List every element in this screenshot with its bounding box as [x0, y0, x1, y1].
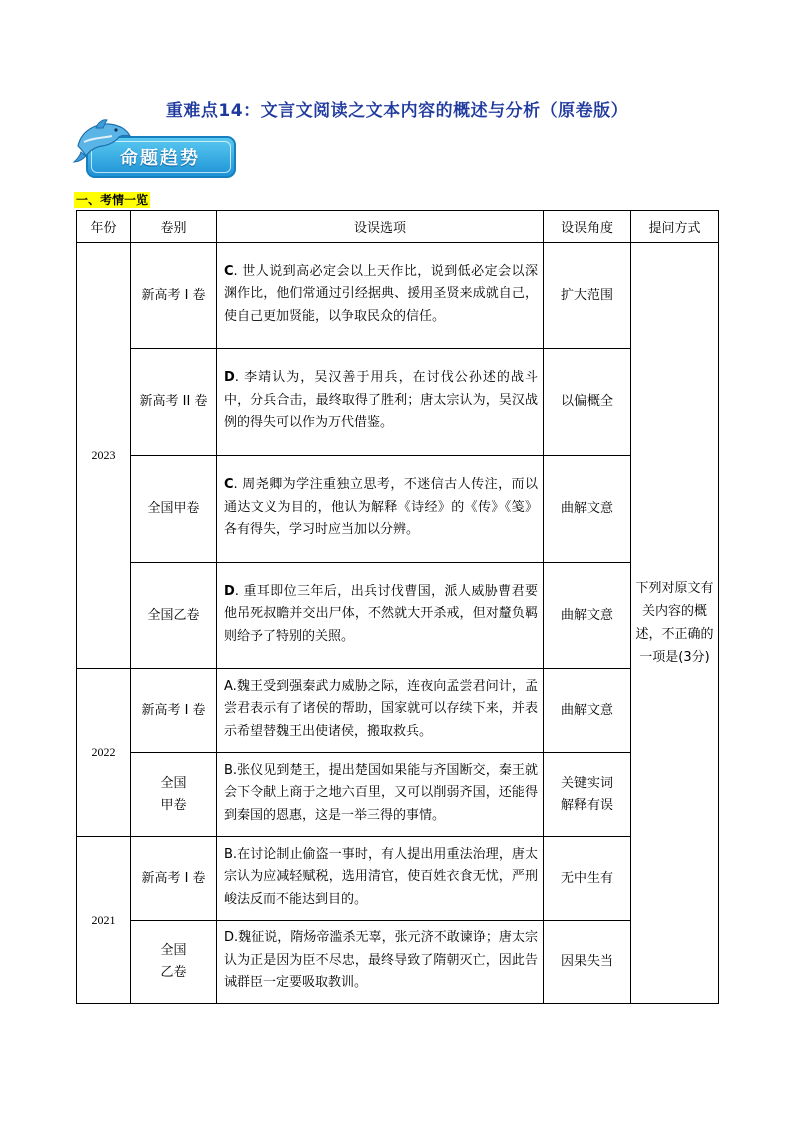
option-text: . 重耳即位三年后，出兵讨伐曹国，派人威胁曹君要他吊死叔瞻并交出尸体，不然就大开杀戒，但对釐负羁则给予了特别的关照。 [224, 583, 538, 644]
option-text: . 李靖认为，吴汉善于用兵，在讨伐公孙述的战斗中，分兵合击，最终取得了胜利；唐太宗认为，吴汉战例的得失可以作为万代借鉴。 [224, 370, 538, 431]
exam-trend-table [76, 210, 719, 1004]
section-banner [76, 116, 242, 188]
paper-cell: 新高考 I 卷 [131, 669, 217, 753]
option-cell [217, 563, 544, 669]
option-cell [217, 921, 544, 1004]
table-row [77, 669, 719, 753]
error-angle-cell: 无中生有 [544, 837, 631, 921]
option-cell [217, 243, 544, 349]
error-angle-cell: 扩大范围 [544, 243, 631, 349]
option-cell [217, 837, 544, 921]
option-text: . 周尧卿为学注重独立思考，不迷信古人传注，而以通达文义为目的，他认为解释《诗经》的《传》《笺》各有得失，学习时应当加以分辨。 [224, 477, 538, 538]
header-paper: 卷别 [131, 211, 217, 243]
error-angle-cell: 曲解文意 [544, 563, 631, 669]
table-row [77, 563, 719, 669]
paper-cell: 新高考 II 卷 [131, 349, 217, 456]
header-year: 年份 [77, 211, 131, 243]
header-angle: 设误角度 [544, 211, 631, 243]
option-text: D.魏征说，隋炀帝滥杀无辜，张元济不敢谏诤；唐太宗认为正是因为臣不尽忠，最终导致了隋朝灭亡，因此告诫群臣一定要吸取教训。 [224, 930, 538, 991]
year-cell: 2021 [77, 837, 131, 1004]
section-heading: 一、考情一览 [76, 193, 149, 207]
option-letter: C [224, 477, 234, 493]
error-angle-cell: 因果失当 [544, 921, 631, 1004]
error-angle-cell: 关键实词 解释有误 [544, 753, 631, 837]
paper-cell: 新高考 I 卷 [131, 837, 217, 921]
paper-cell: 全国 甲卷 [131, 753, 217, 837]
option-cell [217, 669, 544, 753]
paper-cell: 全国 乙卷 [131, 921, 217, 1004]
year-cell: 2023 [77, 243, 131, 669]
error-angle-cell: 曲解文意 [544, 456, 631, 563]
option-text: . 世人说到高必定会以上天作比，说到低必定会以深渊作比，他们常通过引经据典、援用圣贤来成就自己，使自己更加贤能，以争取民众的信任。 [224, 263, 538, 324]
option-cell [217, 753, 544, 837]
table-row [77, 349, 719, 456]
header-option: 设误选项 [217, 211, 544, 243]
option-letter: D [224, 370, 235, 386]
paper-cell: 全国乙卷 [131, 563, 217, 669]
table-row [77, 243, 719, 349]
option-letter: C [224, 263, 234, 279]
document-title: 重难点14：文言文阅读之文本内容的概述与分析（原卷版） [165, 101, 629, 121]
table-header-row [77, 211, 719, 243]
error-angle-cell: 曲解文意 [544, 669, 631, 753]
table-row [77, 456, 719, 563]
year-cell: 2022 [77, 669, 131, 837]
table-row [77, 921, 719, 1004]
paper-cell: 新高考 I 卷 [131, 243, 217, 349]
question-format-cell: 下列对原文有关内容的概述，不正确的一项是(3分) [631, 243, 719, 1004]
option-letter: D [224, 583, 235, 599]
paper-cell: 全国甲卷 [131, 456, 217, 563]
table-row [77, 837, 719, 921]
option-text: B.在讨论制止偷盗一事时，有人提出用重法治理，唐太宗认为应减轻赋税，选用清官，使百姓衣食无忧，严刑峻法反而不能达到目的。 [224, 846, 538, 907]
option-cell [217, 349, 544, 456]
banner-label: 命题趋势 [120, 148, 200, 169]
option-text: B.张仪见到楚王，提出楚国如果能与齐国断交，秦王就会下令献上商于之地六百里，又可以削弱齐国，还能得到秦国的恩惠，这是一举三得的事情。 [224, 762, 538, 823]
option-text: A.魏王受到强秦武力威胁之际，连夜向孟尝君问计，孟尝君表示有了诸侯的帮助，国家就可以存续下来，并表示希望替魏王出使诸侯，搬取救兵。 [224, 678, 538, 739]
error-angle-cell: 以偏概全 [544, 349, 631, 456]
option-cell [217, 456, 544, 563]
table-row [77, 753, 719, 837]
header-ask: 提问方式 [631, 211, 719, 243]
